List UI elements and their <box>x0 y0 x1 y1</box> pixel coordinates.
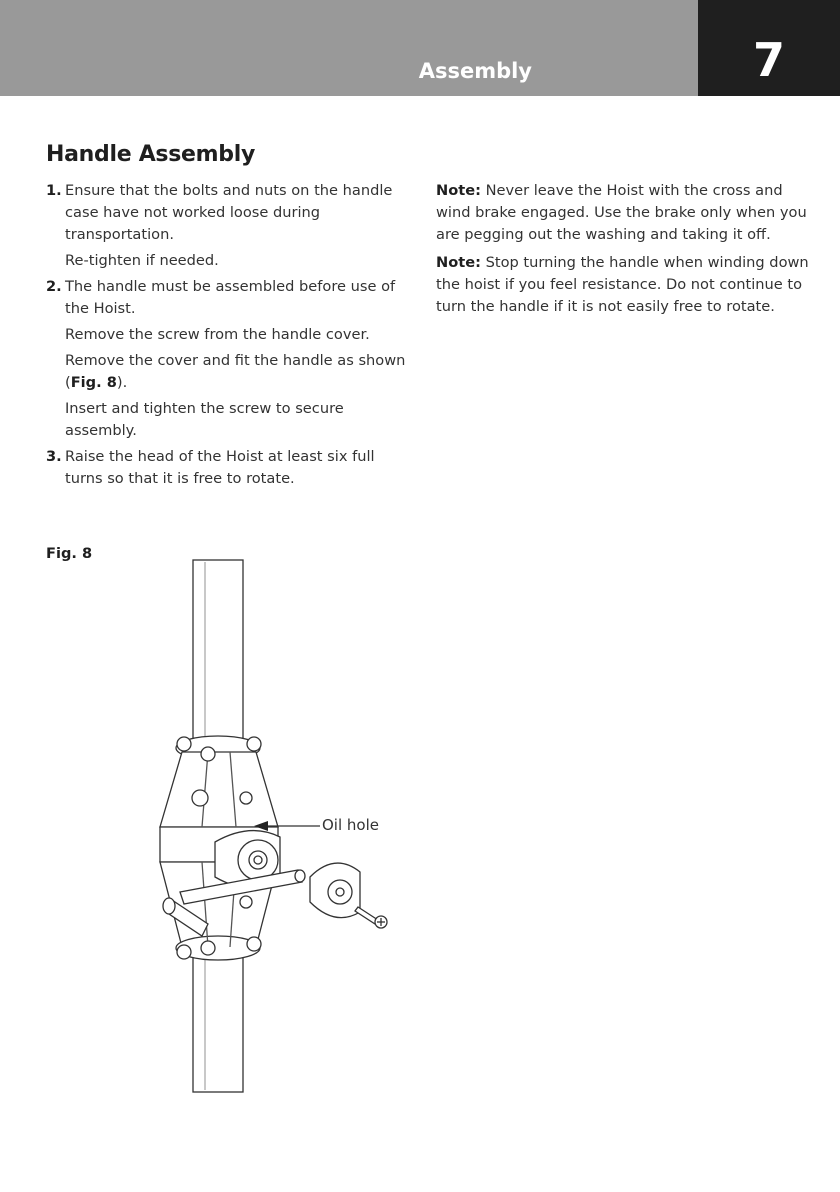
header-band <box>0 0 698 96</box>
fig-ref-after: ). <box>116 374 128 391</box>
step-subtext: Re-tighten if needed. <box>65 252 219 269</box>
oil-hole-label: Oil hole <box>322 816 379 834</box>
step-subtext: Remove the screw from the handle cover. <box>65 326 370 343</box>
note-2 <box>436 252 816 318</box>
note-label: Note: <box>436 182 481 199</box>
figure-label: Fig. 8 <box>46 545 93 562</box>
upper-pole <box>193 560 243 760</box>
bolt <box>240 896 252 908</box>
bolt <box>201 941 215 955</box>
step-1 <box>46 180 406 272</box>
bolt <box>177 737 191 751</box>
upper-casing <box>160 752 278 827</box>
note-text: Never leave the Hoist with the cross and wind brake engaged. Use the brake only when you are pegging out the washing and taking it off. <box>436 182 807 243</box>
step-number: 2. <box>46 278 62 295</box>
bolt <box>247 937 261 951</box>
step-3 <box>46 446 406 490</box>
lower-pole <box>193 947 243 1092</box>
note-label: Note: <box>436 254 481 271</box>
section-title-header: Assembly <box>418 59 532 83</box>
step-text: Ensure that the bolts and nuts on the handle case have not worked loose during transportation. <box>65 182 393 243</box>
step-subtext-figure <box>65 350 406 394</box>
page-number-box <box>698 0 840 96</box>
note-1 <box>436 180 816 246</box>
page-number: 7 <box>752 33 785 87</box>
step-subtext: Insert and tighten the screw to secure assembly. <box>65 400 344 439</box>
step-text: The handle must be assembled before use of the Hoist. <box>65 278 396 317</box>
notes-column <box>436 180 816 324</box>
step-number: 3. <box>46 448 62 465</box>
step-text: Raise the head of the Hoist at least six full turns so that it is free to rotate. <box>65 448 375 487</box>
step-number: 1. <box>46 182 62 199</box>
note-text: Stop turning the handle when winding down the hoist if you feel resistance. Do not continue to turn the handle if it is not easily free to rotate. <box>436 254 809 315</box>
bolt <box>192 790 208 806</box>
bolt <box>201 747 215 761</box>
fig-reference: Fig. 8 <box>70 374 117 391</box>
step-2 <box>46 276 406 442</box>
bolt <box>177 945 191 959</box>
bolt <box>247 737 261 751</box>
page-title: Handle Assembly <box>46 142 255 167</box>
bolt <box>240 792 252 804</box>
fig-ref-before: Remove the cover and fit the handle as shown ( <box>65 352 406 391</box>
assembly-steps <box>46 180 406 494</box>
